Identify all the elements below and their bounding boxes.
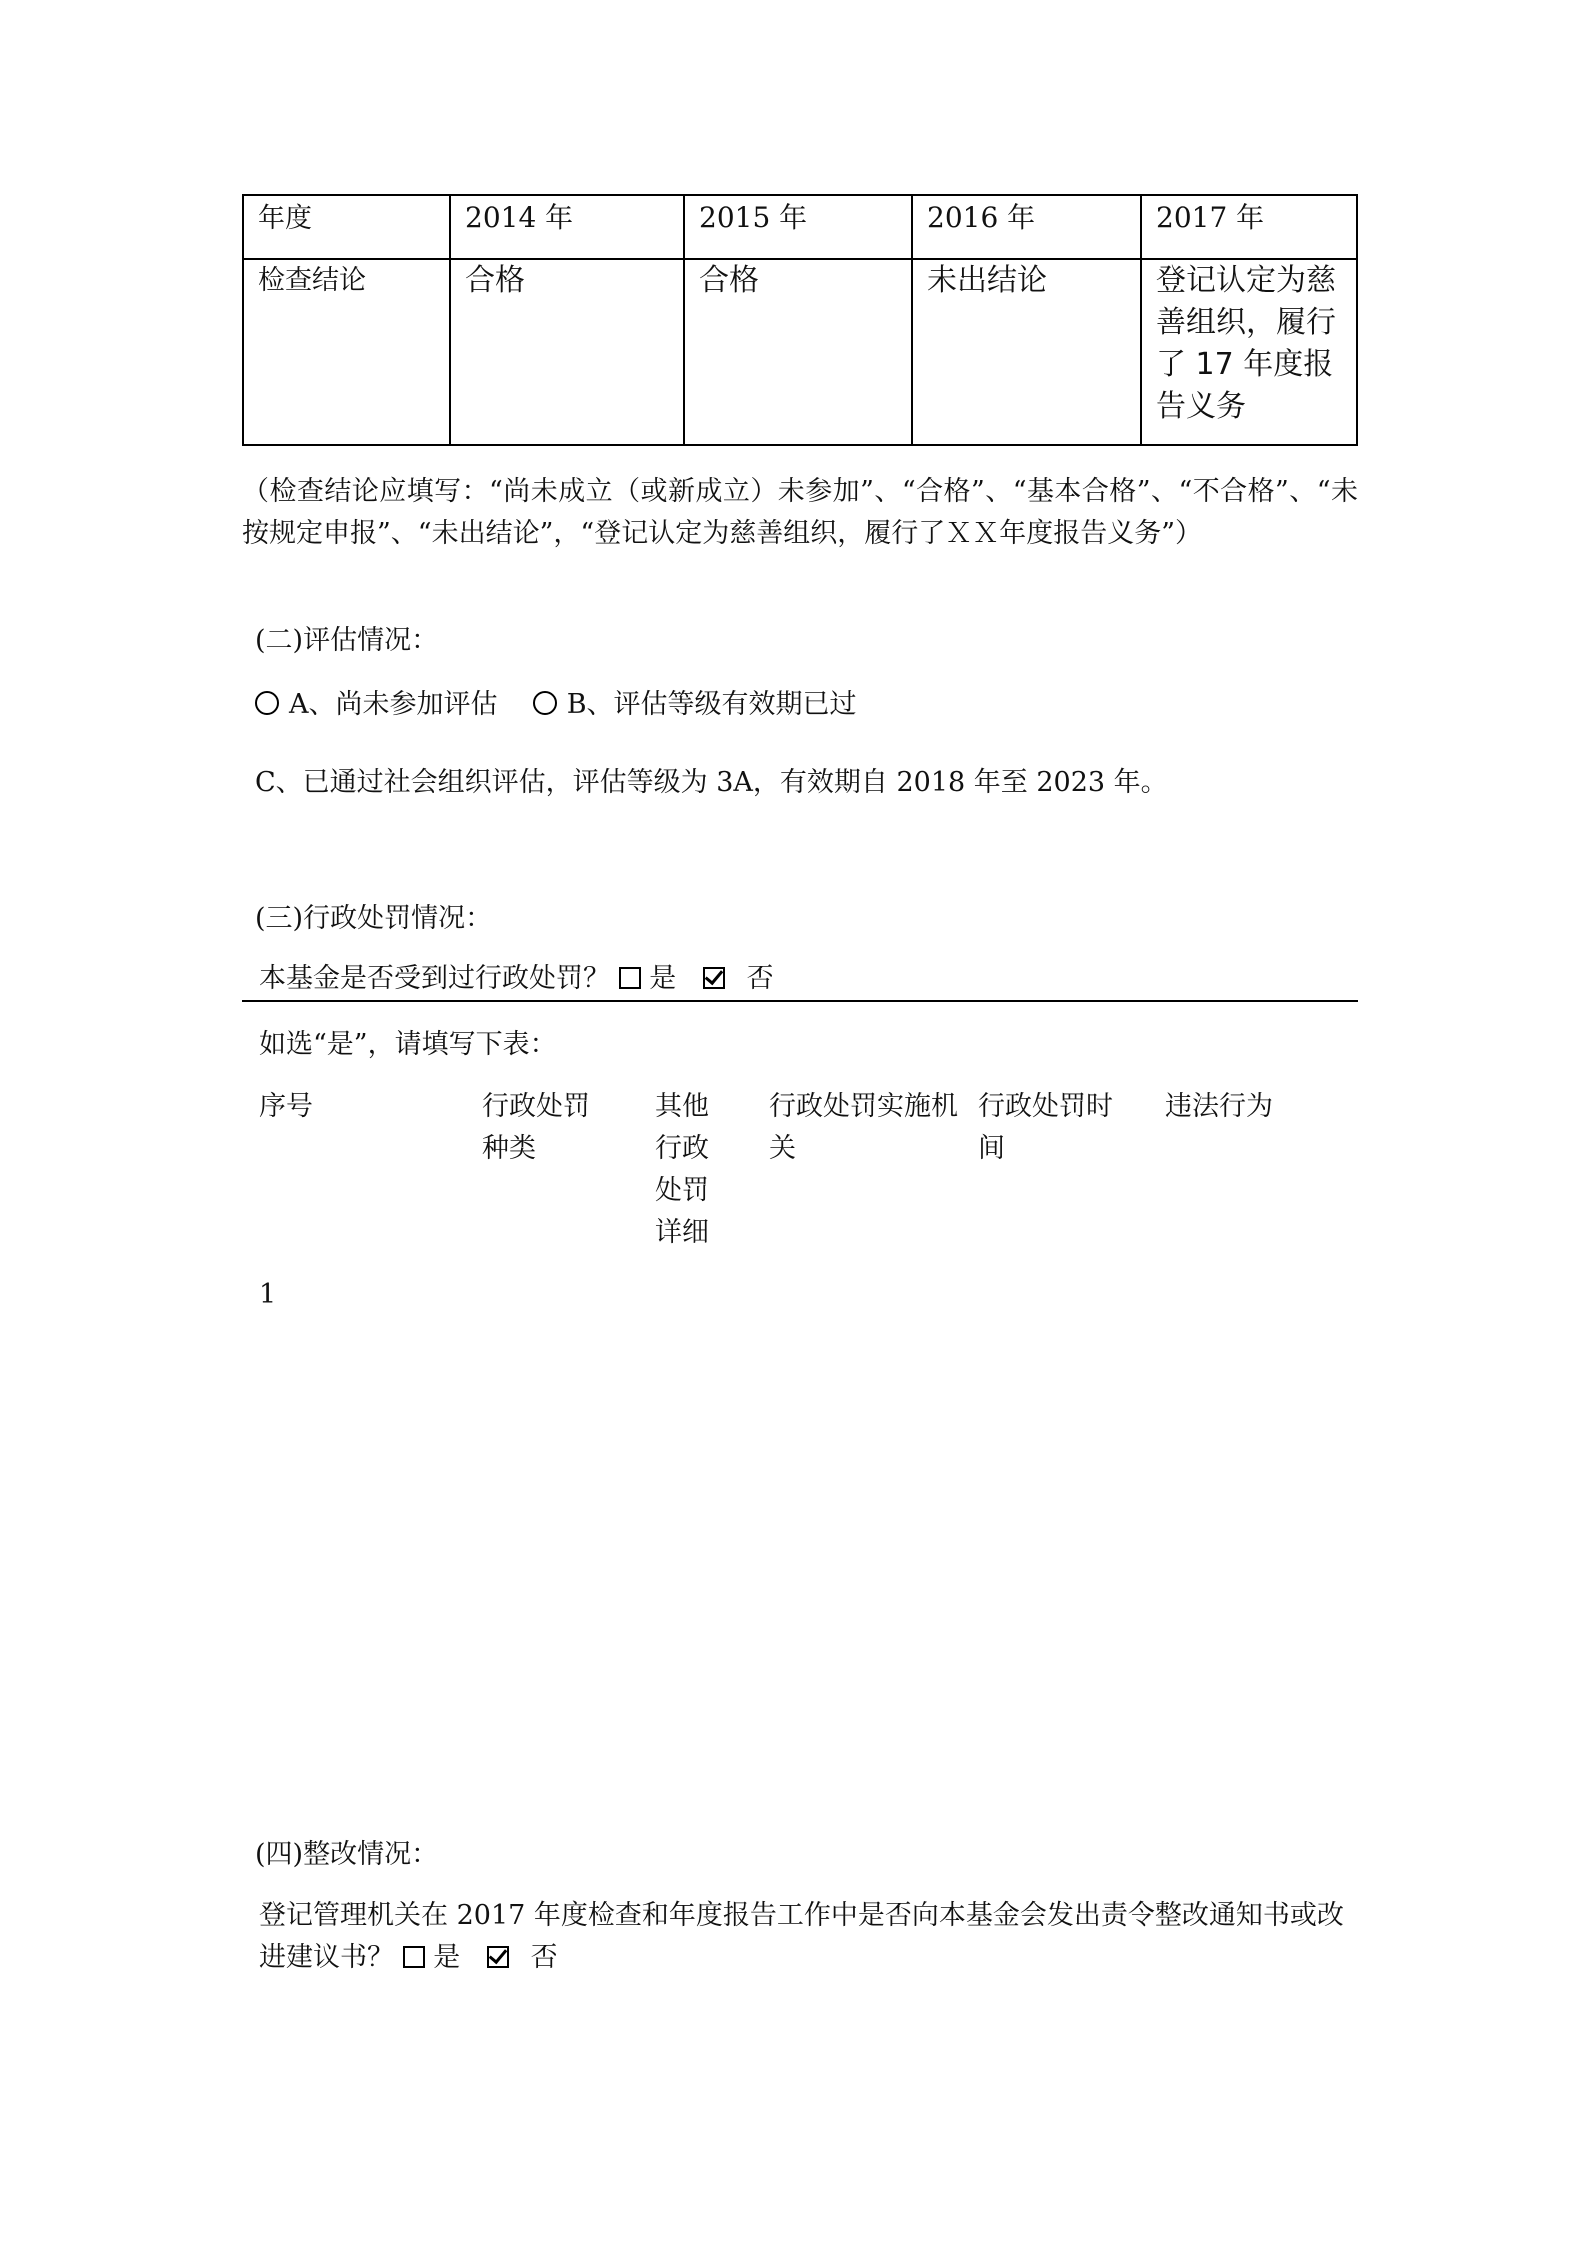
checkbox-no-checked-icon[interactable] — [487, 1946, 509, 1968]
result-label: 检查结论 — [243, 259, 450, 445]
result-cell: 合格 — [684, 259, 912, 445]
divider-line — [242, 1000, 1358, 1002]
year-cell: 2015 年 — [684, 195, 912, 259]
inspection-table — [242, 194, 1358, 446]
col-header: 行政处罚时间 — [978, 1091, 1113, 1164]
row-number: 1 — [259, 1279, 277, 1310]
penalty-heading: (三)行政处罚情况： — [255, 903, 493, 934]
option-c-text: C、已通过社会组织评估，评估等级为 3A，有效期自 2018 年至 2023 年。 — [255, 767, 1168, 798]
result-cell: 登记认定为慈善组织，履行了 17 年度报告义务 — [1141, 259, 1357, 445]
penalty-question-line — [259, 958, 774, 1000]
year-label: 年度 — [243, 195, 450, 259]
rectification-heading: (四)整改情况： — [255, 1839, 439, 1870]
yes-label: 是 — [433, 1942, 461, 1973]
checkbox-yes-icon[interactable] — [619, 967, 641, 989]
result-cell: 未出结论 — [912, 259, 1141, 445]
assessment-heading: (二)评估情况： — [255, 625, 439, 656]
rectification-question-block — [259, 1895, 1359, 1979]
assessment-options — [255, 684, 857, 726]
penalty-question: 本基金是否受到过行政处罚？ — [259, 963, 610, 994]
no-label: 否 — [530, 1942, 558, 1973]
radio-b-icon[interactable] — [533, 691, 557, 715]
col-header: 违法行为 — [1165, 1091, 1273, 1122]
col-header: 行政处罚实施机关 — [769, 1091, 958, 1164]
col-header: 序号 — [259, 1091, 313, 1122]
col-header: 行政处罚种类 — [482, 1091, 590, 1164]
radio-a-icon[interactable] — [255, 691, 279, 715]
col-header: 其他行政处罚详细 — [655, 1091, 709, 1248]
checkbox-yes-icon[interactable] — [403, 1946, 425, 1968]
year-row — [243, 195, 1357, 259]
no-label: 否 — [746, 963, 774, 994]
penalty-instruction: 如选“是”，请填写下表： — [259, 1029, 557, 1060]
year-cell: 2017 年 — [1141, 195, 1357, 259]
option-a-label: A、尚未参加评估 — [289, 689, 498, 720]
result-row — [243, 259, 1357, 445]
checkbox-no-checked-icon[interactable] — [703, 967, 725, 989]
result-cell: 合格 — [450, 259, 684, 445]
inspection-note: （检查结论应填写：“尚未成立（或新成立）未参加”、“合格”、“基本合格”、“不合格”、“未按规定申报”、“未出结论”，“登记认定为慈善组织，履行了ＸＸ年度报告义务”） — [242, 476, 1358, 549]
option-b-label: B、评估等级有效期已过 — [566, 689, 857, 720]
year-cell: 2014 年 — [450, 195, 684, 259]
yes-label: 是 — [649, 963, 677, 994]
rectification-question: 登记管理机关在 2017 年度检查和年度报告工作中是否向本基金会发出责令整改通知书或改进建议书？ — [259, 1900, 1344, 1973]
year-cell: 2016 年 — [912, 195, 1141, 259]
